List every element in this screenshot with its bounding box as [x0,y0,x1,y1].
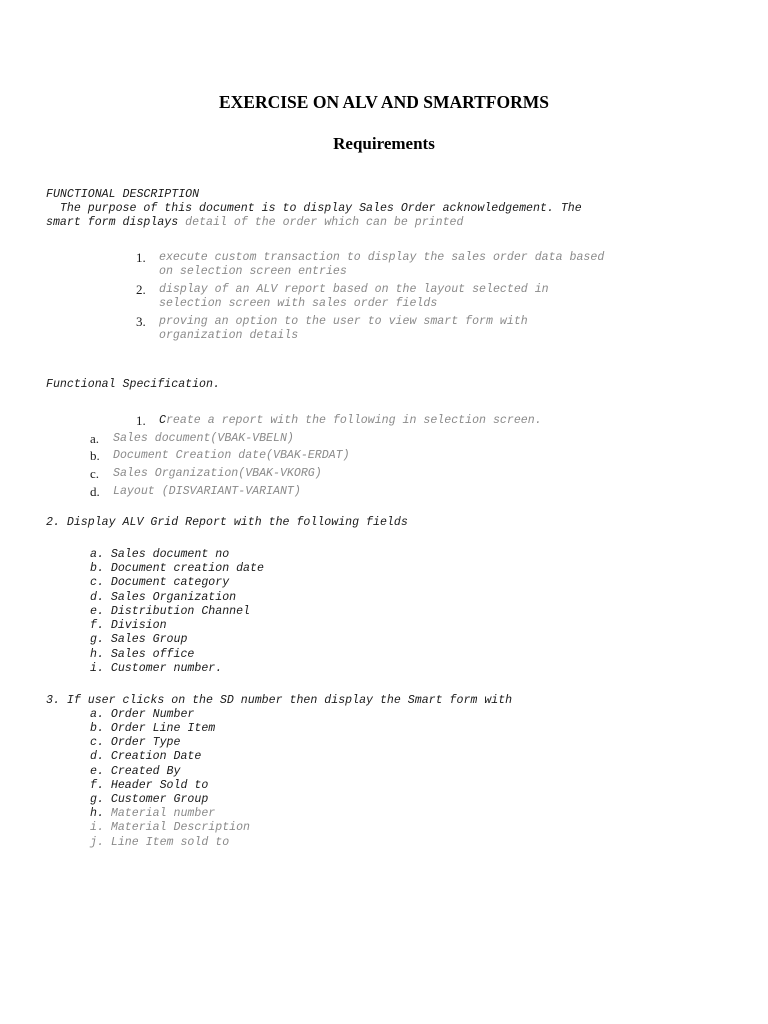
spec-item-text: Layout (DISVARIANT-VARIANT) [113,485,301,498]
smartform-field-text: Material number [103,807,216,820]
alv-field-item: a. Sales document no [90,548,230,561]
functional-description-heading: FUNCTIONAL DESCRIPTION [46,188,200,201]
alv-field-item: h. Sales office [90,648,195,661]
spec-item-letter: b. [90,448,100,463]
alv-field-item: c. Document category [90,576,230,589]
spec-step-number: 1. [136,413,146,428]
spec-step-2: 2. Display ALV Grid Report with the following fields [46,516,408,529]
spec-item-letter: c. [90,466,100,481]
description-line-2-dark: smart form displays [46,216,179,229]
smartform-field-item: f. Header Sold to [90,779,209,792]
description-item-line: selection screen with sales order fields [159,297,438,310]
alv-field-item: f. Division [90,619,167,632]
document-title: EXERCISE ON ALV AND SMARTFORMS [218,92,549,112]
description-line-1: The purpose of this document is to display Sales Order acknowledgement. The [46,202,582,215]
spec-item-letter: d. [90,484,100,499]
smartform-field-item: d. Creation Date [90,750,202,763]
alv-field-item: b. Document creation date [90,562,264,575]
description-item-number: 1. [136,250,146,265]
description-item-line: execute custom transaction to display the sales order data based [159,251,605,264]
spec-step-1-first-char: C [159,414,166,427]
smartform-field-item: c. Order Type [90,736,181,749]
spec-step-3: 3. If user clicks on the SD number then display the Smart form with [46,694,513,707]
smartform-field-item: e. Created By [90,765,181,778]
description-item-line: proving an option to the user to view smart form with [159,315,528,328]
alv-field-item: g. Sales Group [90,633,188,646]
description-line-2 [46,216,463,230]
spec-step-1-text [159,414,542,428]
description-line-2-grey: detail of the order which can be printed [178,216,464,229]
spec-item-text: Sales document(VBAK-VBELN) [113,432,294,445]
smartform-field-item: j. Line Item sold to [90,836,230,849]
smartform-field-item [90,807,215,821]
smartform-field-item: g. Customer Group [90,793,209,806]
spec-item-text: Sales Organization(VBAK-VKORG) [113,467,322,480]
spec-item-letter: a. [90,431,100,446]
alv-field-item: i. Customer number. [90,662,223,675]
description-item-line: display of an ALV report based on the layout selected in [159,283,549,296]
description-item-line: organization details [159,329,299,342]
description-item-number: 3. [136,314,146,329]
spec-step-1-rest: reate a report with the following in selection screen. [165,414,542,427]
alv-field-item: e. Distribution Channel [90,605,251,618]
smartform-field-letter: h. [90,807,104,820]
description-item-line: on selection screen entries [159,265,347,278]
spec-item-text: Document Creation date(VBAK-ERDAT) [113,449,350,462]
description-item-number: 2. [136,282,146,297]
alv-field-item: d. Sales Organization [90,591,237,604]
smartform-field-item: b. Order Line Item [90,722,216,735]
document-subtitle: Requirements [333,134,435,153]
smartform-field-item: i. Material Description [90,821,251,834]
smartform-field-item: a. Order Number [90,708,195,721]
functional-spec-heading: Functional Specification. [46,378,220,391]
